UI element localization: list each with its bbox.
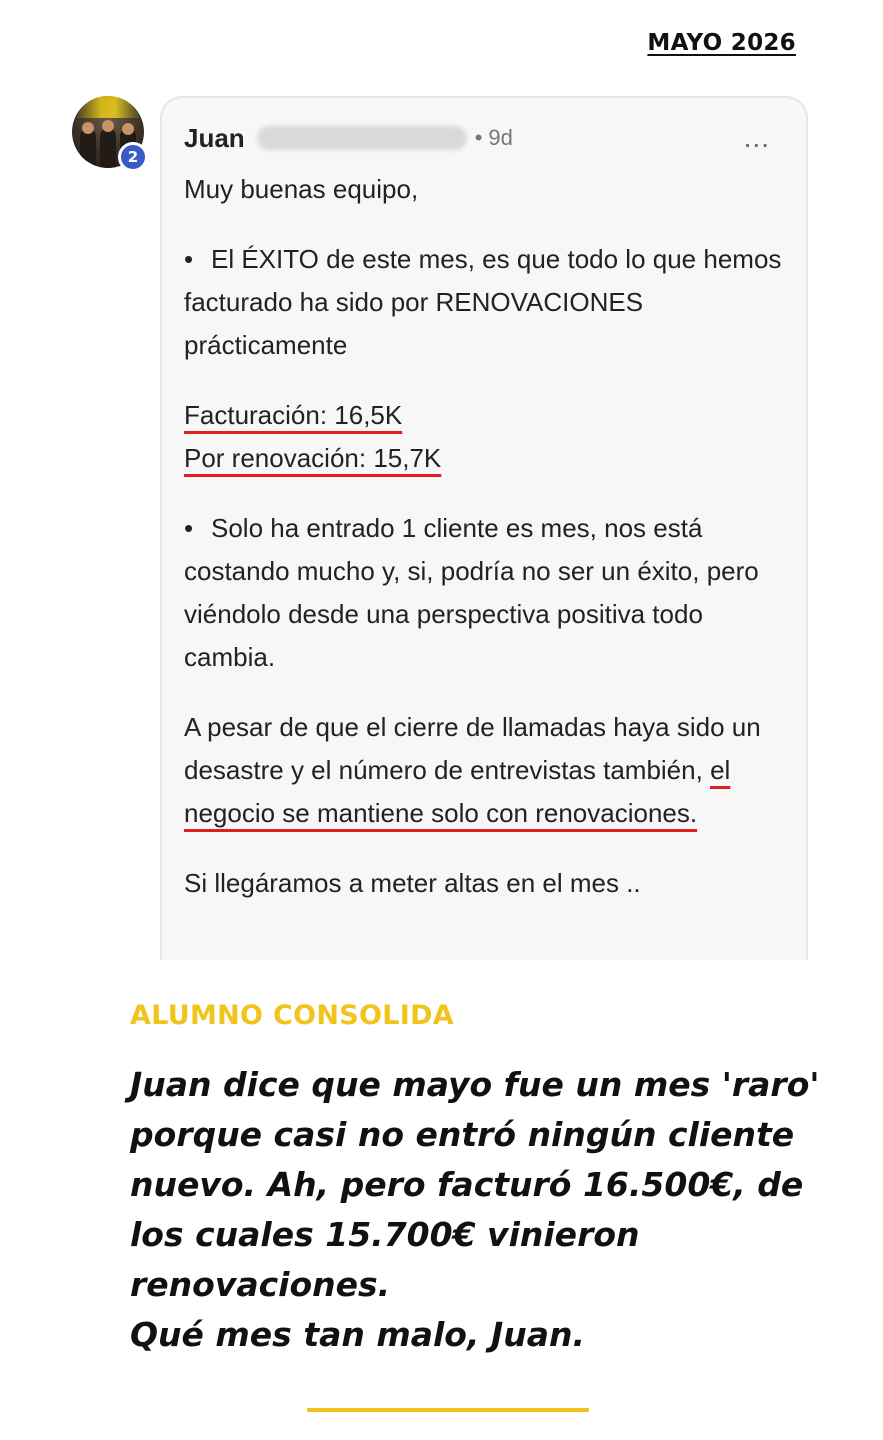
caption-quote xyxy=(130,1060,820,1360)
date-heading: MAYO 2026 xyxy=(647,30,796,56)
facturacion-text: Facturación: 16,5K xyxy=(184,400,403,430)
blurred-surname xyxy=(257,126,467,150)
bullet-cliente: • Solo ha entrado 1 cliente es mes, nos está costando mucho y, si, podría no ser un éxito, pero viéndolo desde una perspectiva positiva todo cambia. xyxy=(184,513,759,672)
paragraph-renovaciones-highlight: el negocio se mantiene solo con renovaciones. xyxy=(184,755,731,828)
post-time: 9d xyxy=(488,125,513,150)
more-options-icon[interactable]: ... xyxy=(743,122,770,153)
bullet-cliente-text: Solo ha entrado 1 cliente es mes, nos está costando mucho y, si, podría no ser un éxito, pero viéndolo desde una perspectiva positiva todo cambia. xyxy=(184,513,759,672)
accent-divider xyxy=(307,1408,589,1412)
bullet-exito: • El ÉXITO de este mes, es que todo lo que hemos facturado ha sido por RENOVACIONES prácticamente xyxy=(184,244,782,360)
post-header xyxy=(184,120,786,156)
level-badge: 2 xyxy=(118,142,148,172)
post-body xyxy=(184,168,784,905)
category-tag: ALUMNO CONSOLIDA xyxy=(130,1000,455,1031)
avatar[interactable] xyxy=(72,96,144,168)
last-line: Si llegáramos a meter altas en el mes .. xyxy=(184,868,641,898)
greeting: Muy buenas equipo, xyxy=(184,174,419,204)
author-name[interactable]: Juan xyxy=(184,122,245,153)
facturacion-line xyxy=(184,394,784,437)
caption-line-2: Qué mes tan malo, Juan. xyxy=(130,1315,586,1354)
bullet-exito-text: El ÉXITO de este mes, es que todo lo que hemos facturado ha sido por RENOVACIONES prácticamente xyxy=(184,244,782,360)
renovacion-line xyxy=(184,437,784,480)
paragraph-renovaciones-intro: A pesar de que el cierre de llamadas haya sido un desastre y el número de entrevistas también, xyxy=(184,712,761,785)
caption-line-1: Juan dice que mayo fue un mes 'raro' porque casi no entró ningún cliente nuevo. Ah, pero facturó 16.500€, de los cuales 15.700€ vinieron renovaciones. xyxy=(130,1065,820,1304)
separator-dot: • xyxy=(474,125,483,150)
paragraph-renovaciones xyxy=(184,706,784,835)
post-card xyxy=(160,96,808,960)
renovacion-text: Por renovación: 15,7K xyxy=(184,443,442,473)
